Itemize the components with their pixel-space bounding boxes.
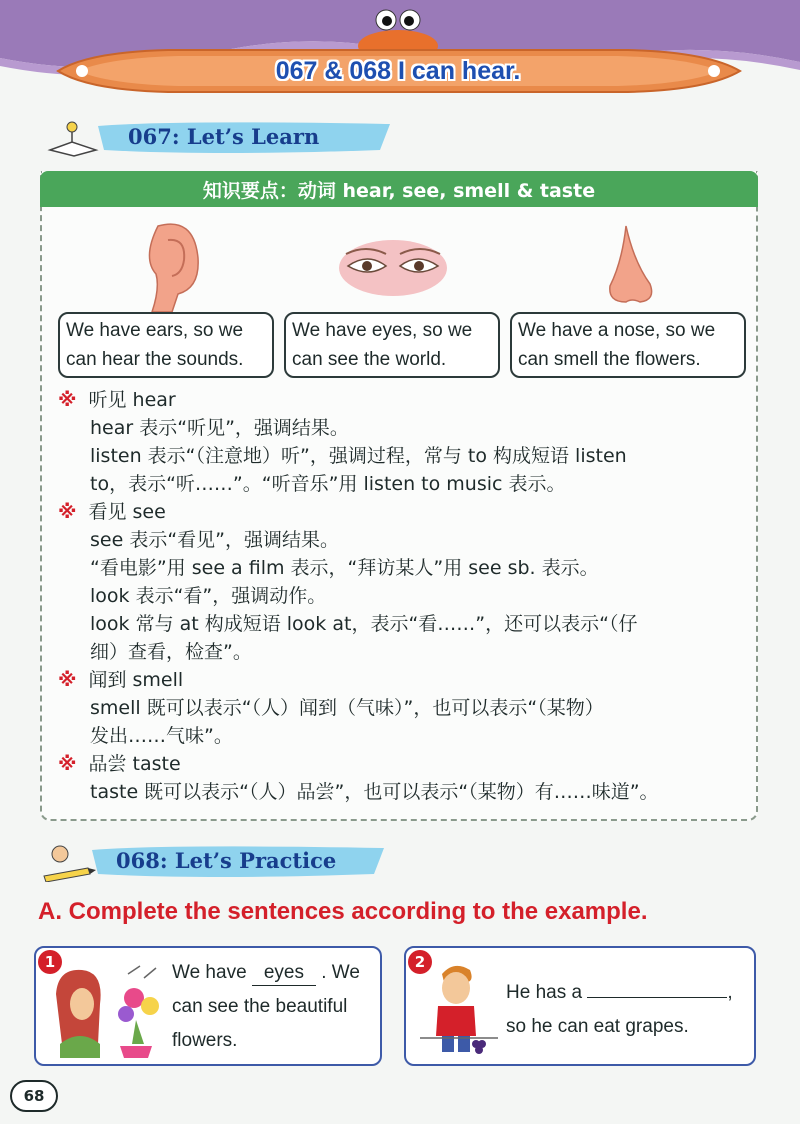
caption-nose: We have a nose, so we can smell the flowers.	[510, 312, 746, 378]
example-answer: eyes	[252, 961, 316, 986]
task-instruction: A. Complete the sentences according to the example.	[38, 898, 648, 925]
page-title: 067 & 068 I can hear.	[275, 56, 521, 85]
exercise-2	[404, 946, 756, 1066]
page-number: 68	[10, 1080, 58, 1112]
note-mark: ※	[58, 389, 77, 411]
exercise-1	[34, 946, 382, 1066]
note-mark: ※	[58, 669, 77, 691]
practice-heading-label: 068: Let’s Practice	[116, 848, 337, 873]
exercise-2-text: He has a , so he can eat grapes.	[506, 982, 733, 1037]
note-hear: ※ 听见 hear hear 表示“听见”，强调结果。 listen 表示“（注意地）听”，强调过程，常与 to 构成短语 listen to，表示“听……”。“听音乐”用 listen to music 表示。	[58, 386, 758, 498]
note-smell: ※ 闻到 smell smell 既可以表示“（人）闻到（气味）”，也可以表示“（某物） 发出……气味”。	[58, 666, 758, 750]
caption-eyes: We have eyes, so we can see the world.	[284, 312, 500, 378]
note-mark: ※	[58, 501, 77, 523]
key-points-header: 知识要点：动词 hear, see, smell & taste	[40, 171, 758, 207]
learn-section-heading	[40, 118, 400, 158]
practice-section-heading	[36, 842, 396, 882]
note-mark: ※	[58, 753, 77, 775]
ear-icon	[138, 218, 208, 314]
exercise-number: 1	[38, 950, 62, 974]
learn-heading-label: 067: Let’s Learn	[128, 124, 320, 149]
nose-icon	[600, 222, 660, 308]
exercise-number: 2	[408, 950, 432, 974]
answer-blank[interactable]	[587, 997, 727, 998]
note-see: ※ 看见 see see 表示“看见”，强调结果。 “看电影”用 see a film 表示，“拜访某人”用 see sb. 表示。 look 表示“看”，强调动作。 look 常与 at 构成短语 look at，表示“看……”，还可以表示“（仔 细）查看，检查”。	[58, 498, 758, 666]
caption-ears: We have ears, so we can hear the sounds.	[58, 312, 274, 378]
grammar-notes	[58, 386, 758, 806]
boy-eating-grapes-icon	[418, 960, 502, 1060]
exercise-1-text: We have eyes . We can see the beautiful flowers.	[172, 962, 360, 1051]
note-taste: ※ 品尝 taste taste 既可以表示“（人）品尝”，也可以表示“（某物）有……味道”。	[58, 750, 758, 806]
girl-smelling-flowers-icon	[48, 964, 172, 1060]
eyes-icon	[338, 236, 448, 300]
